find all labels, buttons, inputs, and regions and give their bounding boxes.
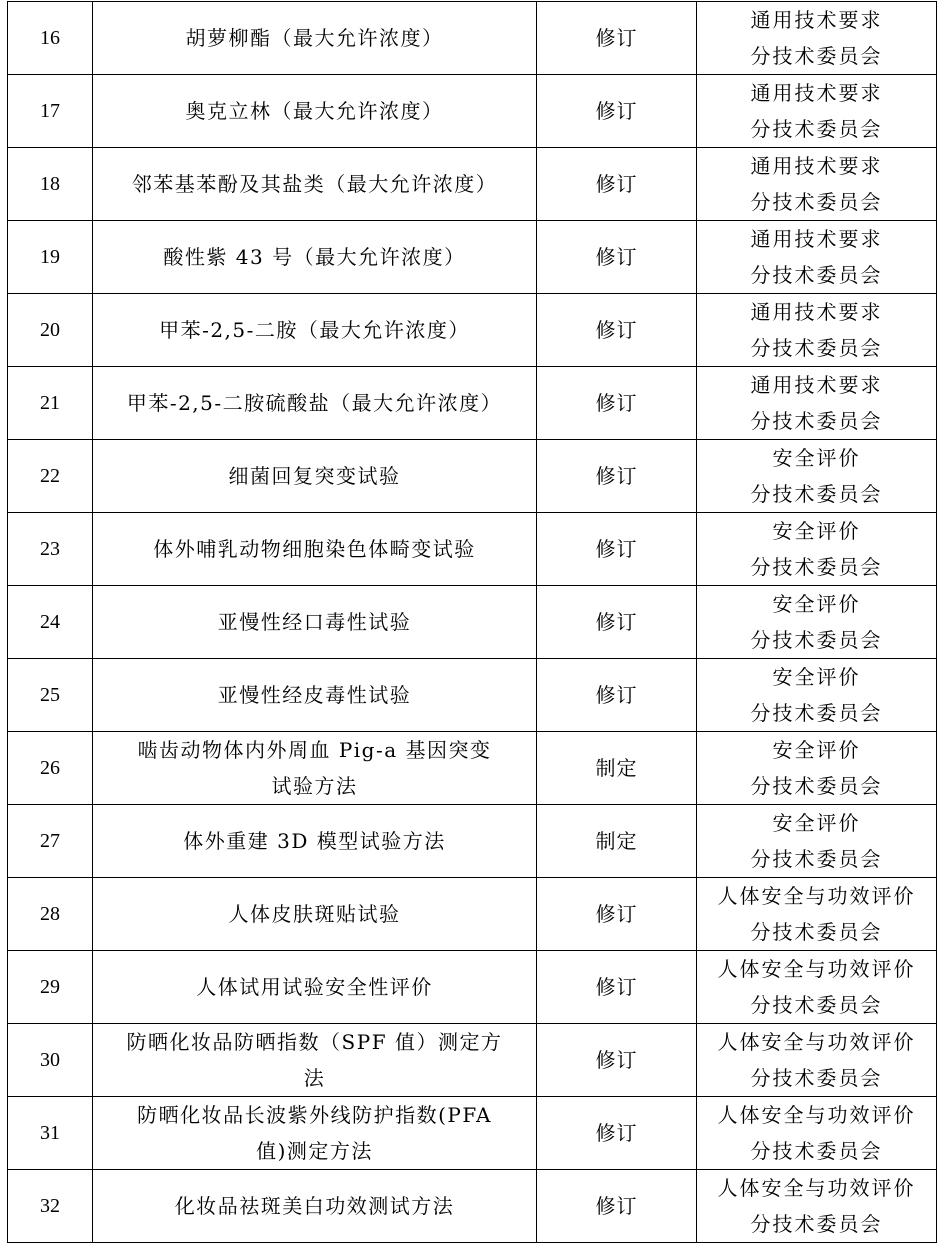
committee-line: 分技术委员会 (750, 263, 883, 287)
table-row (8, 148, 937, 221)
row-number: 26 (8, 732, 93, 805)
revision-type: 制定 (537, 805, 697, 878)
row-number: 24 (8, 586, 93, 659)
standard-name (93, 513, 537, 586)
row-number: 16 (8, 2, 93, 75)
table-row (8, 732, 937, 805)
responsible-committee (697, 1024, 937, 1097)
table-row (8, 440, 937, 513)
standard-name (93, 805, 537, 878)
standard-name-line: 化妆品祛斑美白功效测试方法 (174, 1194, 455, 1218)
row-number: 20 (8, 294, 93, 367)
committee-line: 安全评价 (772, 519, 861, 543)
committee-line: 分技术委员会 (750, 774, 883, 798)
responsible-committee (697, 1170, 937, 1243)
standard-name (93, 1170, 537, 1243)
standard-name (93, 75, 537, 148)
committee-line: 分技术委员会 (750, 409, 883, 433)
revision-type: 制定 (537, 732, 697, 805)
responsible-committee (697, 878, 937, 951)
committee-line: 分技术委员会 (750, 555, 883, 579)
row-number: 27 (8, 805, 93, 878)
standard-name-line: 细菌回复突变试验 (228, 464, 401, 488)
revision-type: 修订 (537, 294, 697, 367)
standard-name (93, 659, 537, 732)
responsible-committee (697, 2, 937, 75)
standard-name-line: 人体皮肤斑贴试验 (228, 902, 401, 926)
table-row (8, 586, 937, 659)
row-number: 19 (8, 221, 93, 294)
standard-name-line: 值)测定方法 (256, 1139, 373, 1163)
table-row (8, 1170, 937, 1243)
revision-type: 修订 (537, 75, 697, 148)
standard-name (93, 2, 537, 75)
row-number: 32 (8, 1170, 93, 1243)
standard-name (93, 440, 537, 513)
committee-line: 通用技术要求 (750, 8, 883, 32)
committee-line: 人体安全与功效评价 (717, 884, 916, 908)
committee-line: 安全评价 (772, 665, 861, 689)
committee-line: 人体安全与功效评价 (717, 1030, 916, 1054)
revision-type: 修订 (537, 878, 697, 951)
committee-line: 安全评价 (772, 446, 861, 470)
standard-name (93, 732, 537, 805)
standard-name-line: 体外重建 3D 模型试验方法 (183, 829, 446, 853)
standard-name-line: 甲苯-2,5-二胺硫酸盐（最大允许浓度） (126, 391, 503, 415)
row-number: 29 (8, 951, 93, 1024)
responsible-committee (697, 294, 937, 367)
row-number: 21 (8, 367, 93, 440)
standard-name (93, 1097, 537, 1170)
standard-name (93, 586, 537, 659)
committee-line: 通用技术要求 (750, 373, 883, 397)
table-row (8, 513, 937, 586)
table-row (8, 294, 937, 367)
standard-name-line: 邻苯基苯酚及其盐类（最大允许浓度） (131, 172, 498, 196)
committee-line: 通用技术要求 (750, 227, 883, 251)
committee-line: 通用技术要求 (750, 81, 883, 105)
responsible-committee (697, 367, 937, 440)
row-number: 25 (8, 659, 93, 732)
committee-line: 分技术委员会 (750, 117, 883, 141)
committee-line: 安全评价 (772, 738, 861, 762)
committee-line: 分技术委员会 (750, 920, 883, 944)
standard-name-line: 防晒化妆品防晒指数（SPF 值）测定方 (126, 1030, 503, 1054)
table-row (8, 1097, 937, 1170)
responsible-committee (697, 221, 937, 294)
table-row (8, 221, 937, 294)
standard-name-line: 亚慢性经口毒性试验 (217, 610, 412, 634)
committee-line: 分技术委员会 (750, 482, 883, 506)
standard-name (93, 148, 537, 221)
responsible-committee (697, 805, 937, 878)
revision-type: 修订 (537, 586, 697, 659)
table-body (8, 2, 937, 1243)
revision-type: 修订 (537, 1024, 697, 1097)
revision-type: 修订 (537, 148, 697, 221)
table-row (8, 659, 937, 732)
table-row (8, 878, 937, 951)
revision-type: 修订 (537, 221, 697, 294)
committee-line: 分技术委员会 (750, 847, 883, 871)
revision-type: 修订 (537, 367, 697, 440)
standard-name-line: 人体试用试验安全性评价 (196, 975, 433, 999)
standard-name-line: 奥克立林（最大允许浓度） (185, 99, 444, 123)
row-number: 30 (8, 1024, 93, 1097)
revision-type: 修订 (537, 2, 697, 75)
committee-line: 通用技术要求 (750, 154, 883, 178)
committee-line: 分技术委员会 (750, 701, 883, 725)
responsible-committee (697, 513, 937, 586)
row-number: 17 (8, 75, 93, 148)
standard-name-line: 试验方法 (271, 774, 358, 798)
committee-line: 通用技术要求 (750, 300, 883, 324)
responsible-committee (697, 1097, 937, 1170)
standard-name (93, 1024, 537, 1097)
revision-type: 修订 (537, 951, 697, 1024)
standards-table (7, 1, 937, 1243)
standard-name-line: 胡萝柳酯（最大允许浓度） (185, 26, 444, 50)
row-number: 22 (8, 440, 93, 513)
standard-name-line: 酸性紫 43 号（最大允许浓度） (163, 245, 466, 269)
revision-type: 修订 (537, 1170, 697, 1243)
table-row (8, 1024, 937, 1097)
responsible-committee (697, 659, 937, 732)
standard-name-line: 啮齿动物体内外周血 Pig-a 基因突变 (137, 738, 492, 762)
row-number: 18 (8, 148, 93, 221)
table-row (8, 367, 937, 440)
committee-line: 分技术委员会 (750, 190, 883, 214)
committee-line: 分技术委员会 (750, 44, 883, 68)
row-number: 23 (8, 513, 93, 586)
committee-line: 人体安全与功效评价 (717, 1103, 916, 1127)
standard-name (93, 367, 537, 440)
standard-name (93, 221, 537, 294)
responsible-committee (697, 440, 937, 513)
committee-line: 人体安全与功效评价 (717, 957, 916, 981)
committee-line: 分技术委员会 (750, 1212, 883, 1236)
standard-name-line: 体外哺乳动物细胞染色体畸变试验 (153, 537, 476, 561)
revision-type: 修订 (537, 440, 697, 513)
committee-line: 安全评价 (772, 592, 861, 616)
responsible-committee (697, 732, 937, 805)
standard-name (93, 294, 537, 367)
committee-line: 分技术委员会 (750, 993, 883, 1017)
standard-name-line: 甲苯-2,5-二胺（最大允许浓度） (159, 318, 470, 342)
committee-line: 分技术委员会 (750, 1139, 883, 1163)
revision-type: 修订 (537, 659, 697, 732)
standard-name-line: 防晒化妆品长波紫外线防护指数(PFA (137, 1103, 492, 1127)
row-number: 31 (8, 1097, 93, 1170)
committee-line: 分技术委员会 (750, 1066, 883, 1090)
committee-line: 分技术委员会 (750, 628, 883, 652)
revision-type: 修订 (537, 513, 697, 586)
standard-name-line: 法 (303, 1066, 326, 1090)
table-row (8, 2, 937, 75)
standard-name (93, 951, 537, 1024)
responsible-committee (697, 148, 937, 221)
standard-name (93, 878, 537, 951)
responsible-committee (697, 586, 937, 659)
committee-line: 安全评价 (772, 811, 861, 835)
committee-line: 分技术委员会 (750, 336, 883, 360)
table-row (8, 951, 937, 1024)
table-row (8, 75, 937, 148)
committee-line: 人体安全与功效评价 (717, 1176, 916, 1200)
standard-name-line: 亚慢性经皮毒性试验 (217, 683, 412, 707)
responsible-committee (697, 75, 937, 148)
responsible-committee (697, 951, 937, 1024)
row-number: 28 (8, 878, 93, 951)
table-row (8, 805, 937, 878)
revision-type: 修订 (537, 1097, 697, 1170)
